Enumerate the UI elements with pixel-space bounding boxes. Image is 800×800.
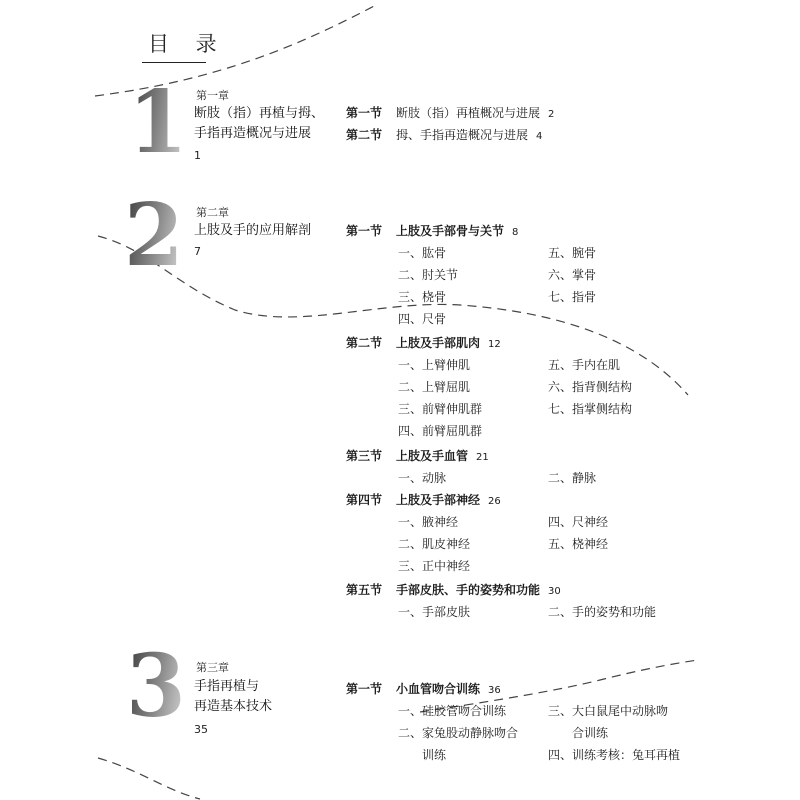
toc-item[interactable]: 六、掌骨 [548, 268, 597, 282]
toc-entry-2-2[interactable] [346, 334, 501, 351]
toc-item[interactable]: 二、上臂屈肌 [398, 380, 471, 394]
toc-item[interactable]: 一、腋神经 [398, 515, 459, 529]
toc-entry-2-5[interactable] [346, 581, 561, 598]
toc-item[interactable]: 三、桡骨 [398, 290, 447, 304]
toc-item[interactable]: 二、手的姿势和功能 [548, 605, 657, 619]
chapter-title-line: 手指再植与 [194, 679, 260, 694]
section-number: 第一节 [346, 682, 383, 696]
title-underline [142, 62, 206, 63]
section-page: 30 [548, 586, 561, 597]
toc-item-continuation[interactable]: 训练 [422, 748, 447, 762]
toc-item[interactable]: 四、尺骨 [398, 312, 447, 326]
section-page: 4 [536, 131, 543, 142]
chapter-page-1: 1 [194, 149, 201, 162]
chapter-title-line: 断肢（指）再植与拇、 [194, 106, 325, 121]
section-title: 上肢及手部骨与关节 [396, 224, 505, 238]
toc-entry-1-1[interactable] [346, 104, 554, 121]
chapter-page-2: 7 [194, 245, 201, 258]
section-page: 12 [488, 339, 501, 350]
toc-item[interactable]: 一、手部皮肤 [398, 605, 471, 619]
section-title: 上肢及手血管 [396, 449, 469, 463]
section-number: 第一节 [346, 224, 383, 238]
section-title: 上肢及手部神经 [396, 493, 481, 507]
toc-item[interactable]: 五、桡神经 [548, 537, 609, 551]
chapter-page-3: 35 [194, 723, 208, 736]
toc-item[interactable]: 三、正中神经 [398, 559, 471, 573]
toc-item[interactable]: 三、前臂伸肌群 [398, 402, 483, 416]
toc-entry-2-1[interactable] [346, 222, 518, 239]
section-number: 第五节 [346, 583, 383, 597]
chapter-title-2[interactable] [194, 221, 334, 241]
section-page: 26 [488, 496, 501, 507]
chapter-number-3: 3 [126, 636, 186, 737]
toc-item[interactable]: 二、肌皮神经 [398, 537, 471, 551]
toc-item-continuation[interactable]: 合训练 [572, 726, 609, 740]
chapter-label-2: 第二章 [196, 206, 229, 219]
chapter-number-2: 2 [124, 185, 184, 286]
chapter-number-1: 1 [128, 72, 188, 173]
section-number: 第二节 [346, 128, 383, 142]
section-title: 拇、手指再造概况与进展 [396, 128, 529, 142]
toc-entry-3-1[interactable] [346, 680, 501, 697]
chapter-title-line: 上肢及手的应用解剖 [194, 223, 312, 238]
section-number: 第一节 [346, 106, 383, 120]
toc-item[interactable]: 二、家兔股动静脉吻合 [398, 726, 519, 740]
toc-item[interactable]: 四、前臂屈肌群 [398, 424, 483, 438]
toc-title: 目 录 [148, 32, 227, 56]
section-number: 第二节 [346, 336, 383, 350]
section-page: 36 [488, 685, 501, 696]
toc-entry-2-3[interactable] [346, 447, 489, 464]
toc-item[interactable]: 五、手内在肌 [548, 358, 621, 372]
chapter-title-1[interactable] [194, 104, 334, 144]
chapter-title-line: 手指再造概况与进展 [194, 126, 312, 141]
toc-item[interactable]: 四、训练考核：兔耳再植 [548, 748, 681, 762]
chapter-label-3: 第三章 [196, 661, 229, 674]
toc-item[interactable]: 三、大白鼠尾中动脉吻 [548, 704, 669, 718]
toc-item[interactable]: 四、尺神经 [548, 515, 609, 529]
toc-item[interactable]: 六、指背侧结构 [548, 380, 633, 394]
section-title: 小血管吻合训练 [396, 682, 481, 696]
section-title: 上肢及手部肌肉 [396, 336, 481, 350]
toc-item[interactable]: 一、动脉 [398, 471, 447, 485]
chapter-label-1: 第一章 [196, 89, 229, 102]
section-page: 2 [548, 109, 555, 120]
chapter-title-line: 再造基本技术 [194, 699, 273, 714]
toc-item[interactable]: 一、上臂伸肌 [398, 358, 471, 372]
toc-item[interactable]: 五、腕骨 [548, 246, 597, 260]
toc-entry-1-2[interactable] [346, 126, 542, 143]
toc-item[interactable]: 二、肘关节 [398, 268, 459, 282]
section-page: 8 [512, 227, 519, 238]
section-number: 第三节 [346, 449, 383, 463]
section-number: 第四节 [346, 493, 383, 507]
chapter-title-3[interactable] [194, 677, 334, 717]
toc-item[interactable]: 七、指掌侧结构 [548, 402, 633, 416]
toc-entry-2-4[interactable] [346, 491, 501, 508]
toc-item[interactable]: 七、指骨 [548, 290, 597, 304]
toc-item[interactable]: 二、静脉 [548, 471, 597, 485]
toc-item[interactable]: 一、肱骨 [398, 246, 447, 260]
section-title: 断肢（指）再植概况与进展 [396, 106, 541, 120]
section-title: 手部皮肤、手的姿势和功能 [396, 583, 541, 597]
section-page: 21 [476, 452, 489, 463]
toc-item[interactable]: 一、硅胶管吻合训练 [398, 704, 507, 718]
